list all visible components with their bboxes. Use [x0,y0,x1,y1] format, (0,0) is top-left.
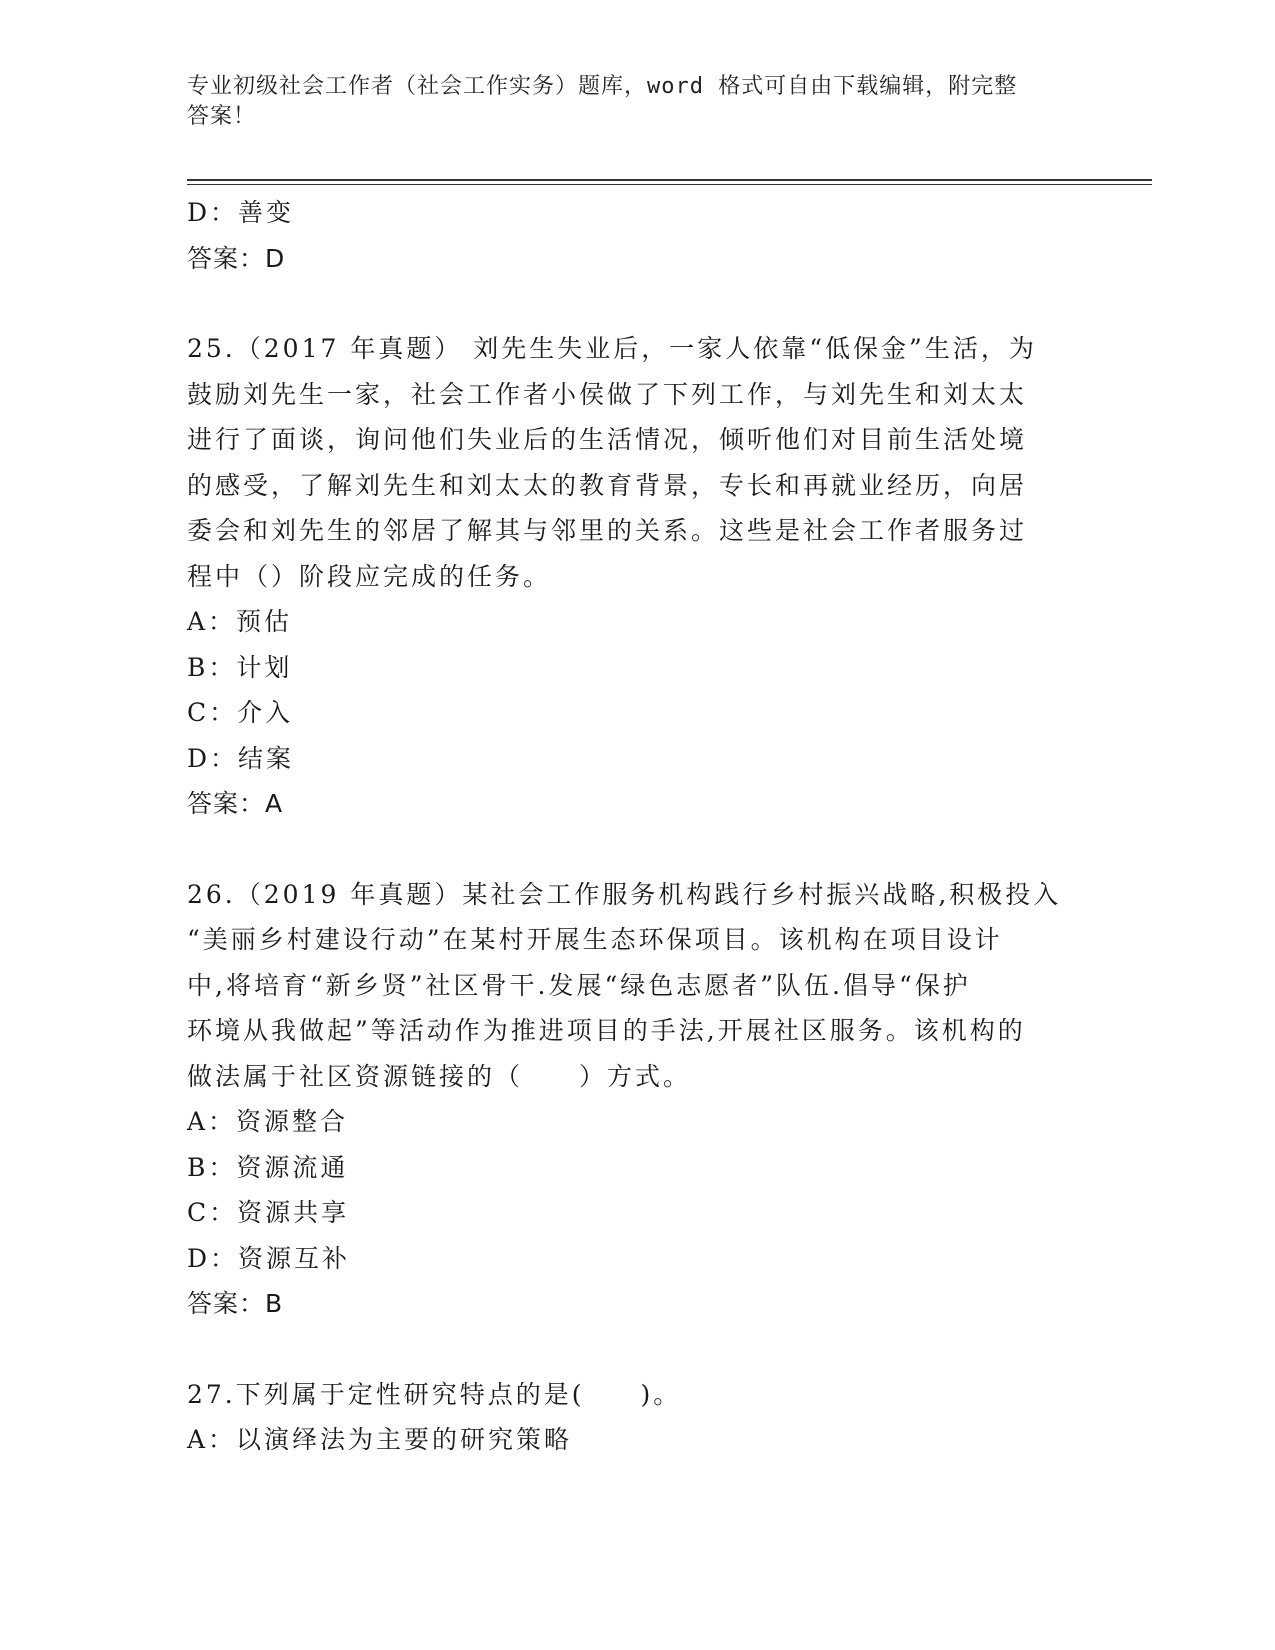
question-27-line: 27.下列属于定性研究特点的是( )。 [187,1379,682,1409]
header-divider-thin [187,184,1152,185]
question-25-answer: 答案：A [187,789,284,818]
question-25-line: 的感受，了解刘先生和刘太太的教育背景，专长和再就业经历，向居 [187,470,1028,500]
question-26-line: 做法属于社区资源链接的（ ）方式。 [187,1061,692,1091]
question-25-option-b: B：计划 [187,652,293,682]
question-26-answer: 答案：B [187,1289,284,1318]
header-line-2: 答案！ [187,104,257,129]
question-25-line: 鼓励刘先生一家，社会工作者小侯做了下列工作，与刘先生和刘太太 [187,379,1028,409]
question-26-option-a: A：资源整合 [187,1107,349,1136]
question-25 [187,326,1087,827]
question-25-line: 25.（2017 年真题） 刘先生失业后，一家人依靠“低保金”生活，为 [187,334,1037,363]
question-26-option-d: D：资源互补 [187,1243,351,1273]
question-26-option-c: C：资源共享 [187,1198,350,1227]
question-25-line: 委会和刘先生的邻居了解其与邻里的关系。这些是社会工作者服务过 [187,516,1028,545]
question-26-line: 环境从我做起”等活动作为推进项目的手法,开展社区服务。该机构的 [187,1016,1026,1045]
question-25-line: 程中（）阶段应完成的任务。 [187,561,552,591]
prev-answer: 答案：D [187,243,286,273]
question-content [187,190,1087,1463]
question-27 [187,1372,1087,1463]
question-26-line: 26.（2019 年真题）某社会工作服务机构践行乡村振兴战略,积极投入 [187,879,1062,909]
question-26-line: “美丽乡村建设行动”在某村开展生态环保项目。该机构在项目设计 [187,925,1003,954]
header-divider-thick [187,179,1152,181]
header-line-1: 专业初级社会工作者（社会工作实务）题库，word 格式可自由下载编辑，附完整 [187,74,1018,99]
question-25-option-a: A：预估 [187,607,293,636]
prev-option-d: D：善变 [187,198,295,227]
question-25-option-d: D：结案 [187,743,295,773]
question-26-line: 中,将培育“新乡贤”社区骨干.发展“绿色志愿者”队伍.倡导“保护 [187,970,971,1000]
question-25-line: 进行了面谈，询问他们失业后的生活情况，倾听他们对目前生活处境 [187,425,1028,454]
question-27-option-a: A：以演绎法为主要的研究策略 [187,1425,573,1454]
question-26 [187,872,1087,1327]
document-header [187,72,1087,132]
question-25-option-c: C：介入 [187,698,294,727]
question-26-option-b: B：资源流通 [187,1152,349,1182]
